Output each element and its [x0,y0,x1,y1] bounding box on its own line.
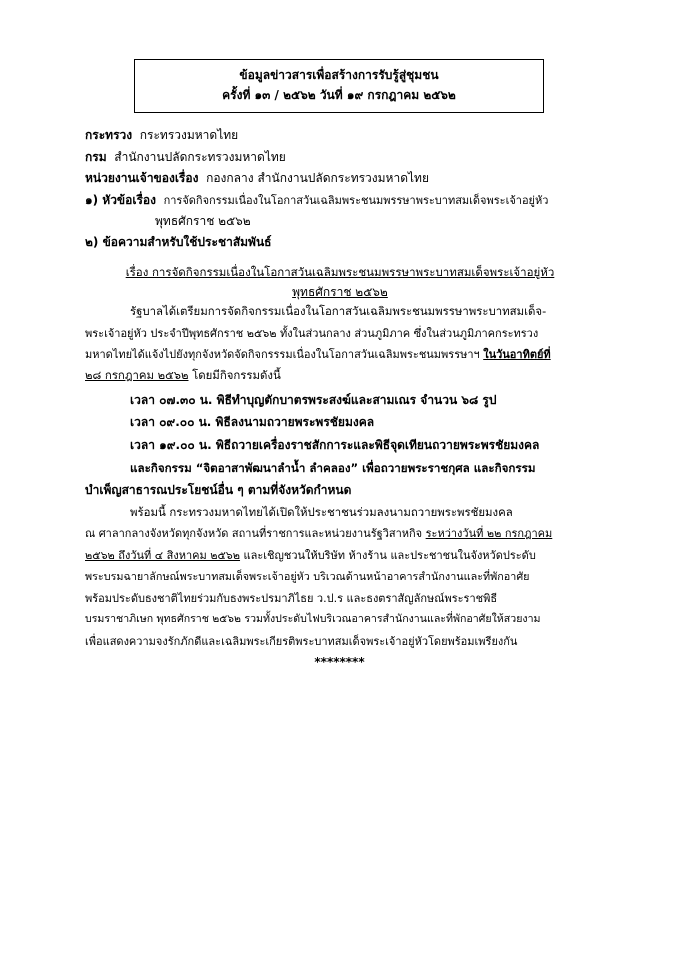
para1-line4 [85,365,597,386]
topic-value-line2: พุทธศักราช ๒๕๖๒ [155,214,251,228]
header-title: ข้อมูลข่าวสารเพื่อสร้างการรับรู้สู่ชุมชน [239,68,439,82]
header-box [134,59,544,113]
topic-value-line1: การจัดกิจกรรมเนื่องในโอกาสวันเฉลิมพระชนมพรรษาพระบาทสมเด็จพระเจ้าอยู่หัว [163,194,549,207]
end-marker: ******** [314,655,365,669]
schedule-item-2: เวลา ๐๙.๐๐ น. พิธีลงนามถวายพระพรชัยมงคล [130,415,375,429]
para2-line2-text: ณ ศาลากลางจังหวัดทุกจังหวัด สถานที่ราชการและหน่วยงานรัฐวิสาหกิจ [85,527,426,540]
para1-line3-text: มหาดไทยได้แจ้งไปยังทุกจังหวัดจัดกิจกรรรมเนื่องในโอกาสวันเฉลิมพระชนมพรรษาฯ [85,348,484,361]
para2-start-date: ระหว่างวันที่ ๒๒ กรกฎาคม [425,527,553,540]
ministry-label: กระทรวง [85,128,133,142]
topic-row-2 [155,212,251,230]
ministry-row [85,126,238,144]
para1-date: ๒๘ กรกฎาคม ๒๕๖๒ [85,368,189,382]
para1-line1: รัฐบาลได้เตรียมการจัดกิจกรรมเนื่องในโอกาสวันเฉลิมพระชนมพรรษาพระบาทสมเด็จ- [130,304,547,318]
para2-line1: พร้อมนี้ กระทรวงมหาดไทยได้เปิดให้ประชาชนร่วมลงนามถวายพระพรชัยมงคล [130,505,513,519]
subject-line2: พุทธศักราช ๒๕๖๒ [292,285,388,299]
para1-line3 [85,344,597,365]
department-value: สำนักงานปลัดกระทรวงมหาดไทย [114,150,286,164]
subject-line1: เรื่อง การจัดกิจกรรมเนื่องในโอกาสวันเฉลิมพระชนมพรรษาพระบาทสมเด็จพระเจ้าอยู่หัว [125,265,555,279]
para2-line7: เพื่อแสดงความจงรักภักดีและเฉลิมพระเกียรติพระบาทสมเด็จพระเจ้าอยู่หัวโดยพร้อมเพรียงกัน [85,635,518,648]
ministry-value: กระทรวงมหาดไทย [139,128,239,142]
para1-line4-text: โดยมีกิจกรรมดังนี้ [188,368,281,382]
schedule-item-1: เวลา ๐๗.๓๐ น. พิธีทำบุญตักบาตรพระสงฆ์และสามเณร จำนวน ๖๘ รูป [130,393,497,407]
para2-line3 [85,545,597,566]
topic-row [85,191,548,210]
header-issue-date: ครั้งที่ ๑๓ / ๒๕๖๒ วันที่ ๑๙ กรกฎาคม ๒๕๖๒ [222,88,456,102]
topic-label: ๑) หัวข้อเรื่อง [85,193,156,207]
schedule-item-4-cont: บำเพ็ญสาธารณประโยชน์อื่น ๆ ตามที่จังหวัดกำหนด [85,483,352,497]
para2-line6: บรมราชาภิเษก พุทธศักราช ๒๕๖๒ รวมทั้งประดับไฟบริเวณอาคารสำนักงานและที่พักอาศัยให้สวยงาม [85,613,541,625]
owner-value: กองกลาง สำนักงานปลัดกระทรวงมหาดไทย [206,171,429,185]
schedule-item-4: และกิจกรรม “จิตอาสาพัฒนาลำน้ำ ลำคลอง” เพื่อถวายพระราชกุศล และกิจกรรม [130,461,536,475]
owner-row [85,169,429,187]
schedule-item-3: เวลา ๑๙.๐๐ น. พิธีถวายเครื่องราชสักการะและพิธีจุดเทียนถวายพระพรชัยมงคล [130,438,540,452]
para1-line2: พระเจ้าอยู่หัว ประจำปีพุทธศักราช ๒๕๖๒ ทั้งในส่วนกลาง ส่วนภูมิภาค ซึ่งในส่วนภูมิภาคกระทรวง [85,327,539,340]
para2-end-date: ๒๕๖๒ ถึงวันที่ ๔ สิงหาคม ๒๕๖๒ [85,549,241,562]
para2-line4: พระบรมฉายาลักษณ์พระบาทสมเด็จพระเจ้าอยู่หัว บริเวณด้านหน้าอาคารสำนักงานและที่พักอาศัย [85,570,530,583]
para2-line2 [85,523,597,544]
para2-line3-text: และเชิญชวนให้บริษัท ห้างร้าน และประชาชนในจังหวัดประดับ [240,549,536,562]
department-row [85,148,286,166]
para1-sunday: ในวันอาทิตย์ที่ [483,348,551,361]
pr-heading: ๒) ข้อความสำหรับใช้ประชาสัมพันธ์ [85,235,272,249]
para2-line5: พร้อมประดับธงชาติไทยร่วมกับธงพระปรมาภิไธย ว.ป.ร และธงตราสัญลักษณ์พระราชพิธี [85,592,498,605]
owner-label: หน่วยงานเจ้าของเรื่อง [85,171,199,185]
department-label: กรม [85,150,107,164]
